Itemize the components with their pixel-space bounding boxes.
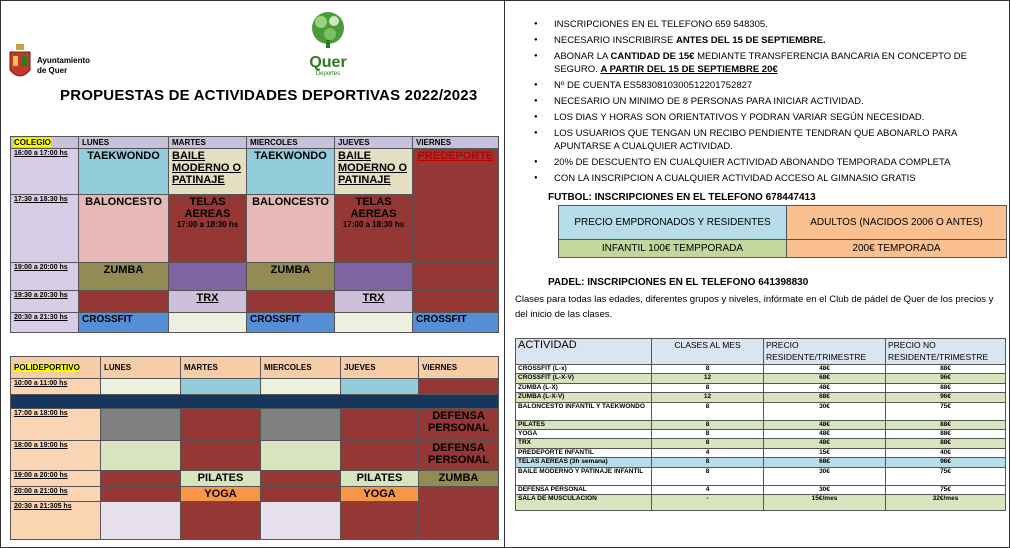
time-slot: 20:30 a 21:305 hs	[11, 502, 101, 540]
cell-empty	[101, 487, 181, 502]
cell-clases: 8	[652, 439, 764, 448]
cell-precio-no-residente: 88€	[886, 439, 1006, 448]
cell-empty	[419, 379, 499, 395]
cell-defensa: DEFENSA PERSONAL	[419, 441, 499, 471]
ayuntamiento-text: Ayuntamiento	[37, 56, 91, 65]
price-table	[515, 338, 1006, 511]
cell-precio-residente: 30€	[764, 467, 886, 485]
time-slot: 20:00 a 21:00 hs	[11, 487, 101, 502]
cell-empty	[247, 291, 335, 313]
table-row	[516, 374, 1006, 383]
cell-empty	[261, 487, 341, 502]
logo-sub: Deportes	[315, 71, 341, 77]
cell-pilates: PILATES	[341, 471, 419, 487]
quer-logo	[300, 10, 356, 77]
time-slot: 17:30 a 18:30 hs	[11, 195, 79, 263]
table-row	[516, 429, 1006, 438]
header-viernes: VIERNES	[419, 357, 499, 379]
cell-precio-no-residente: 96€	[886, 374, 1006, 383]
cell-clases: 8	[652, 420, 764, 429]
cell-empty	[261, 379, 341, 395]
cell-precio-no-residente: 40€	[886, 448, 1006, 457]
table-row	[11, 487, 499, 502]
table-row	[516, 448, 1006, 457]
header-miercoles: MIERCOLES	[247, 137, 335, 149]
info-list	[530, 18, 1008, 188]
quer-tree-icon	[308, 10, 348, 50]
time-slot: 16:00 a 17:00 hs	[11, 149, 79, 195]
cell-clases: 8	[652, 402, 764, 420]
list-item: ● CON LA INSCRIPCION A CUALQUIER ACTIVIDAD ACCESO AL GIMNASIO GRATIS	[530, 172, 1008, 185]
cell-actividad: CROSSFIT (L-X-V)	[516, 374, 652, 383]
cell-predeporte: PREDEPORTE	[413, 149, 499, 263]
cell-empty	[101, 379, 181, 395]
table-row	[516, 485, 1006, 494]
cell-precio-residente: 48€	[764, 439, 886, 448]
cell-clases: 8	[652, 383, 764, 392]
cell-empty	[341, 409, 419, 441]
cell-yoga: YOGA	[181, 487, 261, 502]
cell-actividad: YOGA	[516, 429, 652, 438]
table-row	[11, 149, 499, 195]
cell-empty	[181, 502, 261, 540]
list-item: ● LOS DIAS Y HORAS SON ORIENTATIVOS Y PODRAN VARIAR SEGÚN NECESIDAD.	[530, 111, 1008, 124]
cell-clases: 4	[652, 485, 764, 494]
cell-trx: TRX	[335, 291, 413, 313]
cell-empty	[181, 409, 261, 441]
time-slot: 17:00 a 18:00 hs	[11, 409, 101, 441]
cell-precio-residente: 15€/mes	[764, 494, 886, 510]
header-martes: MARTES	[169, 137, 247, 149]
cell-clases: 4	[652, 448, 764, 457]
cell-yoga: YOGA	[341, 487, 419, 502]
table-row	[11, 409, 499, 441]
cell-clases: -	[652, 494, 764, 510]
header-lunes: LUNES	[79, 137, 169, 149]
header-clases: CLASES AL MES	[652, 339, 764, 365]
cell-empty	[413, 291, 499, 313]
cell-actividad: BALONCESTO INFANTIL Y TAEKWONDO	[516, 402, 652, 420]
header-precio-no-residente: PRECIO NO RESIDENTE/TRIMESTRE	[886, 339, 1006, 365]
table-row	[11, 263, 499, 291]
list-item: ● LOS USUARIOS QUE TENGAN UN RECIBO PENDIENTE TENDRAN QUE ABONARLO PARA APUNTARSE A CUALQUIER ACTIVIDAD.	[530, 127, 1008, 153]
cell-precio-no-residente: 88€	[886, 429, 1006, 438]
telas-label: TELAS AEREAS	[184, 196, 231, 220]
cell-empty	[419, 487, 499, 502]
header-miercoles: MIERCOLES	[261, 357, 341, 379]
cell-actividad: CROSSFIT (L-x)	[516, 365, 652, 374]
cell-actividad: PILATES	[516, 420, 652, 429]
polideportivo-schedule-table	[10, 356, 499, 540]
cell-empty	[169, 313, 247, 333]
time-slot: 19:30 a 20:30 hs	[11, 291, 79, 313]
cell-actividad: ZUMBA (L-X-V)	[516, 393, 652, 402]
cell-empty	[261, 471, 341, 487]
cell-precio-no-residente: 32€/mes	[886, 494, 1006, 510]
list-item: ● INSCRIPCIONES EN EL TELEFONO 659 548305.	[530, 18, 1008, 31]
cell-precio-no-residente: 88€	[886, 365, 1006, 374]
time-slot: 18:00 a 19:00 hs	[11, 441, 101, 471]
cell-zumba: ZUMBA	[247, 263, 335, 291]
cell-precio-residente: 68€	[764, 393, 886, 402]
cell-crossfit: CROSSFIT	[247, 313, 335, 333]
cell-zumba: ZUMBA	[79, 263, 169, 291]
list-item: ● NECESARIO INSCRIBIRSE ANTES DEL 15 DE SEPTIEMBRE.	[530, 34, 1008, 47]
table-row	[11, 291, 499, 313]
telas-time: 17:00 a 18:30 hs	[342, 220, 405, 229]
cell-pilates: PILATES	[181, 471, 261, 487]
colegio-header: COLEGIO	[11, 137, 79, 149]
cell-empty	[335, 263, 413, 291]
list-item: ● NECESARIO UN MINIMO DE 8 PERSONAS PARA INICIAR ACTIVIDAD.	[530, 95, 1008, 108]
municipio-text: de Quer	[37, 66, 68, 75]
table-row	[516, 420, 1006, 429]
padel-text: Clases para todas las edades, diferentes grupos y niveles, infórmate en el Club de pádel de Quer de los precios y del inicio de las clases.	[515, 294, 994, 320]
coat-of-arms-icon	[8, 44, 32, 82]
cell-actividad: ZUMBA (L-X)	[516, 383, 652, 392]
cell-clases: 8	[652, 467, 764, 485]
cell-baile: BAILE MODERNO O PATINAJE	[169, 149, 247, 195]
cell-empty	[101, 441, 181, 471]
cell-precio-no-residente: 75€	[886, 467, 1006, 485]
cell-clases: 8	[652, 429, 764, 438]
cell-taekwondo: TAEKWONDO	[79, 149, 169, 195]
polideportivo-header: POLIDEPORTIVO	[11, 357, 101, 379]
futbol-precio-emp: PRECIO EMPDRONADOS Y RESIDENTES	[559, 206, 787, 240]
time-slot: 10:00 a 11:00 hs	[11, 379, 101, 395]
table-row	[516, 383, 1006, 392]
cell-precio-residente: 48€	[764, 383, 886, 392]
telas-label: TELAS AEREAS	[350, 196, 397, 220]
table-row	[11, 313, 499, 333]
cell-precio-no-residente: 96€	[886, 393, 1006, 402]
cell-empty	[335, 313, 413, 333]
cell-empty	[101, 471, 181, 487]
cell-baloncesto: BALONCESTO	[79, 195, 169, 263]
cell-precio-no-residente: 88€	[886, 383, 1006, 392]
cell-actividad: TRX	[516, 439, 652, 448]
cell-empty	[101, 409, 181, 441]
cell-empty	[341, 441, 419, 471]
cell-telas	[169, 195, 247, 263]
table-row	[559, 240, 1007, 258]
cell-empty	[169, 263, 247, 291]
cell-precio-residente: 48€	[764, 365, 886, 374]
table-row	[516, 494, 1006, 510]
list-item: ● 20% DE DESCUENTO EN CUALQUIER ACTIVIDAD ABONANDO TEMPORADA COMPLETA	[530, 156, 1008, 169]
table-row	[559, 206, 1007, 240]
cell-precio-residente: 68€	[764, 458, 886, 467]
cell-precio-residente: 15€	[764, 448, 886, 457]
cell-taekwondo: TAEKWONDO	[247, 149, 335, 195]
futbol-heading: FUTBOL: INSCRIPCIONES EN EL TELEFONO 678447413	[548, 192, 816, 203]
cell-empty	[181, 441, 261, 471]
futbol-price-table	[558, 205, 1007, 258]
padel-heading: PADEL: INSCRIPCIONES EN EL TELEFONO 641398830	[548, 277, 809, 288]
cell-defensa: DEFENSA PERSONAL	[419, 409, 499, 441]
cell-actividad: TELAS AEREAS (3h semana)	[516, 458, 652, 467]
table-row	[516, 467, 1006, 485]
cell-empty	[419, 502, 499, 540]
cell-actividad: SALA DE MUSCULACIÓN	[516, 494, 652, 510]
cell-empty	[261, 409, 341, 441]
telas-time: 17:00 a 18:30 hs	[176, 220, 239, 229]
polideportivo-header-row	[11, 357, 499, 379]
futbol-adultos-precio: 200€ TEMPORADA	[787, 240, 1007, 258]
page-title: PROPUESTAS DE ACTIVIDADES DEPORTIVAS 2022/2023	[60, 87, 478, 104]
cell-zumba: ZUMBA	[419, 471, 499, 487]
cell-actividad: PREDEPORTE INFANTIL	[516, 448, 652, 457]
cell-precio-residente: 30€	[764, 402, 886, 420]
cell-actividad: BAILE MODERNO Y PATINAJE INFANTIL	[516, 467, 652, 485]
table-row	[516, 393, 1006, 402]
header-jueves: JUEVES	[341, 357, 419, 379]
cell-clases: 8	[652, 458, 764, 467]
cell-clases: 8	[652, 365, 764, 374]
table-row	[516, 458, 1006, 467]
cell-empty	[261, 441, 341, 471]
table-row	[516, 402, 1006, 420]
header-viernes: VIERNES	[413, 137, 499, 149]
cell-baloncesto: BALONCESTO	[247, 195, 335, 263]
cell-baile: BAILE MODERNO O PATINAJE	[335, 149, 413, 195]
header-actividad: ACTIVIDAD	[516, 339, 652, 365]
list-item: ● ABONAR LA CANTIDAD DE 15€ MEDIANTE TRANSFERENCIA BANCARIA EN CONCEPTO DE SEGURO. A PARTIR DEL 15 DE SEPTIEMBRE 20€	[530, 50, 1008, 76]
cell-empty	[413, 263, 499, 291]
cell-crossfit: CROSSFIT	[79, 313, 169, 333]
time-slot: 19:00 a 20:00 hs	[11, 263, 79, 291]
table-row	[516, 365, 1006, 374]
colegio-header-row	[11, 137, 499, 149]
separator-row	[11, 395, 499, 409]
cell-empty	[341, 379, 419, 395]
table-row	[11, 502, 499, 540]
cell-clases: 12	[652, 393, 764, 402]
header-lunes: LUNES	[101, 357, 181, 379]
cell-empty	[101, 502, 181, 540]
header-jueves: JUEVES	[335, 137, 413, 149]
cell-precio-residente: 30€	[764, 485, 886, 494]
cell-empty	[341, 502, 419, 540]
cell-trx: TRX	[169, 291, 247, 313]
table-row	[11, 395, 499, 409]
cell-precio-no-residente: 75€	[886, 402, 1006, 420]
cell-precio-residente: 48€	[764, 420, 886, 429]
time-slot: 20:30 a 21:30 hs	[11, 313, 79, 333]
cell-telas	[335, 195, 413, 263]
futbol-infantil: INFANTIL 100€ TEMPPORADA	[559, 240, 787, 258]
cell-precio-no-residente: 75€	[886, 485, 1006, 494]
cell-empty	[79, 291, 169, 313]
table-row	[516, 439, 1006, 448]
cell-empty	[181, 379, 261, 395]
time-slot: 19:00 a 20:00 hs	[11, 471, 101, 487]
table-row	[11, 471, 499, 487]
header-precio-residente: PRECIO RESIDENTE/TRIMESTRE	[764, 339, 886, 365]
table-row	[11, 441, 499, 471]
cell-precio-residente: 48€	[764, 429, 886, 438]
table-row	[11, 379, 499, 395]
colegio-schedule-table	[10, 136, 499, 333]
header-martes: MARTES	[181, 357, 261, 379]
list-item: ● Nº DE CUENTA ES5830810300512201752827	[530, 79, 1008, 92]
cell-precio-residente: 68€	[764, 374, 886, 383]
price-header-row	[516, 339, 1006, 365]
cell-precio-no-residente: 88€	[886, 420, 1006, 429]
cell-precio-no-residente: 96€	[886, 458, 1006, 467]
cell-clases: 12	[652, 374, 764, 383]
cell-crossfit: CROSSFIT	[413, 313, 499, 333]
cell-empty	[261, 502, 341, 540]
futbol-adultos: ADULTOS (NACIDOS 2006 O ANTES)	[787, 206, 1007, 240]
cell-actividad: DEFENSA PERSONAL	[516, 485, 652, 494]
logo-word: Quer	[309, 54, 347, 71]
ayuntamiento-label	[37, 56, 90, 76]
